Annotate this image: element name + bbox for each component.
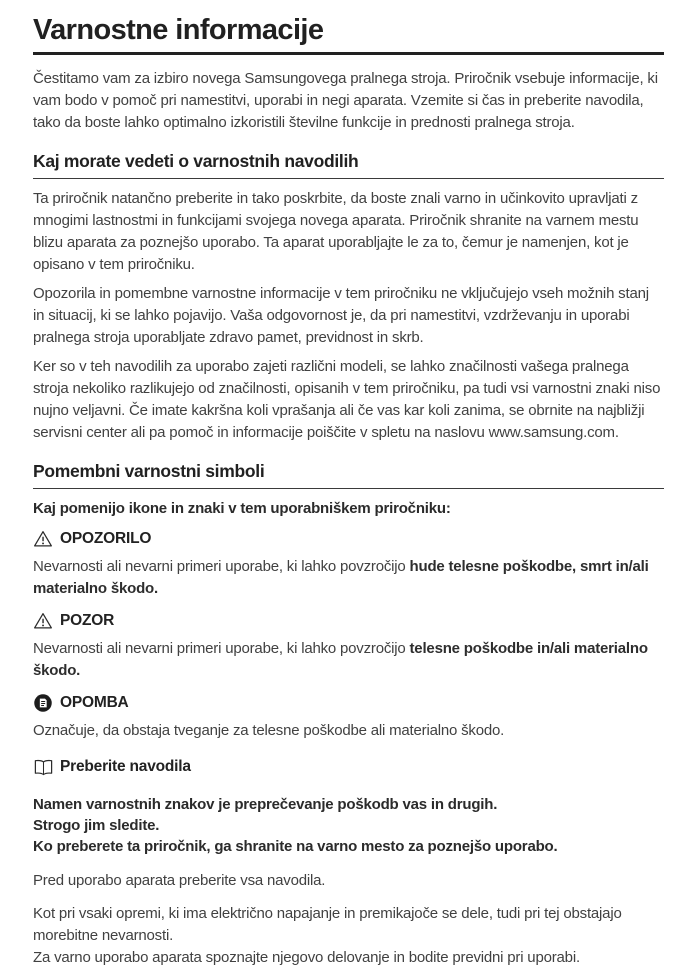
page-title: Varnostne informacije (33, 14, 324, 46)
note-circle-icon (33, 693, 53, 713)
section-heading-safety-instructions: Kaj morate vedeti o varnostnih navodilih (33, 151, 664, 179)
closing-paragraph: Pred uporabo aparata preberite vsa navodila. (33, 872, 326, 889)
paragraph: Ta priročnik natančno preberite in tako poskrbite, da boste znali varno in učinkovito upravljati z mnogimi lastnostmi in funkcijami svojega novega aparata. Priročnik shranite na varnem mestu blizu aparata za poznejšo uporabo. Ta aparat uporabljajte le za to, čemur je namenjen, kot je opisano v tem priročniku. (33, 190, 639, 273)
paragraph: Ker so v teh navodilih za uporabo zajeti različni modeli, se lahko značilnosti vašega pralnega stroja nekoliko razlikujejo od značilnosti, opisanih v tem priročniku, pa tudi vsi varnostni znaki niso nujno veljavni. Če imate kakršna koli vprašanja ali če vas kar koli zanima, se obrnite na najbližji servisni center ali pa pomoč in informacije poiščite v spletu na naslovu www.samsung.com. (33, 358, 661, 441)
symbols-lead-text: Kaj pomenijo ikone in znaki v tem uporabniškem priročniku: (33, 500, 451, 517)
bold-note: Strogo jim sledite. (33, 817, 160, 834)
closing-paragraph-line: Kot pri vsaki opremi, ki ima električno napajanje in premikajoče se dele, tudi pri tej obstajajo morebitne nevarnosti. (33, 905, 622, 944)
symbol-label: POZOR (60, 612, 115, 629)
symbol-row-note (33, 691, 664, 715)
symbol-row-caution (33, 609, 664, 633)
warning-triangle-icon (33, 611, 53, 631)
closing-paragraph (33, 903, 664, 969)
symbol-description-bold: hude telesne poškodbe, smrt in/ali materialno škodo. (33, 558, 649, 597)
bold-note: Ko preberete ta priročnik, ga shranite na varno mesto za poznejšo uporabo. (33, 838, 558, 855)
bold-note: Namen varnostnih znakov je preprečevanje poškodb vas in drugih. (33, 796, 498, 813)
symbol-description-bold: telesne poškodbe in/ali materialno škodo. (33, 640, 648, 679)
symbol-description-text: Označuje, da obstaja tveganje za telesne poškodbe ali materialno škodo. (33, 722, 505, 739)
closing-paragraph-line: Za varno uporabo aparata spoznajte njegovo delovanje in bodite previdni pri uporabi. (33, 949, 580, 966)
symbol-description-text: Nevarnosti ali nevarni primeri uporabe, ki lahko povzročijo (33, 558, 410, 575)
symbol-description (33, 720, 664, 742)
open-book-icon (33, 757, 53, 777)
symbol-label: OPOZORILO (60, 530, 152, 547)
symbol-description (33, 556, 664, 600)
symbol-row-read-instructions (33, 755, 664, 779)
symbol-label: OPOMBA (60, 694, 129, 711)
symbol-description (33, 638, 664, 682)
symbol-row-warning (33, 527, 664, 551)
warning-triangle-icon (33, 529, 53, 549)
symbol-description-text: Nevarnosti ali nevarni primeri uporabe, ki lahko povzročijo (33, 640, 410, 657)
intro-paragraph: Čestitamo vam za izbiro novega Samsungovega pralnega stroja. Priročnik vsebuje informacije, ki vam bodo v pomoč pri namestitvi, uporabi in negi aparata. Vzemite si čas in preberite navodila, tako da boste lahko optimalno izkoristili številne funkcije in prednosti pralnega stroja. (33, 70, 658, 131)
symbol-label: Preberite navodila (60, 758, 191, 775)
paragraph: Opozorila in pomembne varnostne informacije v tem priročniku ne vključujejo vseh možnih stanj in situacij, ki se lahko pojavijo. Vaša odgovornost je, da pri namestitvi, vzdrževanju in uporabi pralnega stroja uporabljate zdravo pamet, previdnost in skrb. (33, 285, 649, 346)
section-heading-safety-symbols: Pomembni varnostni simboli (33, 461, 664, 489)
title-rule (33, 52, 664, 55)
